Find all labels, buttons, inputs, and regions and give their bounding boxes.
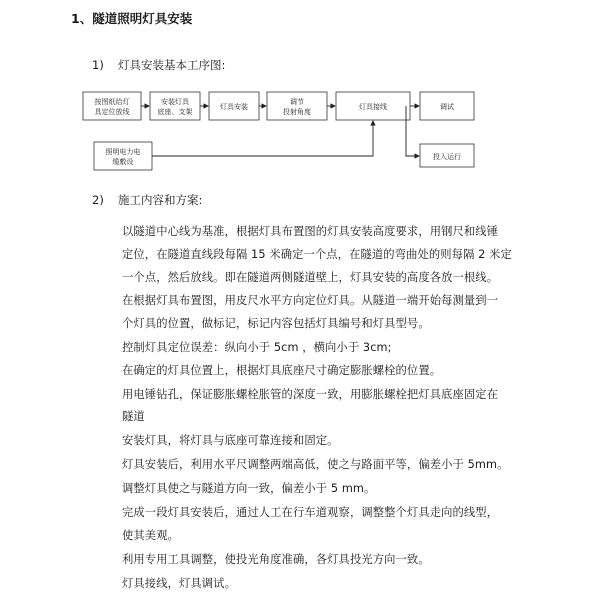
- process-flow-diagram: [0, 0, 600, 175]
- body-line: 灯具安装后，利用水平尺调整两端高低，使之与路面平等，偏差小于 5mm。: [122, 458, 509, 471]
- subheading-text: 灯具安装基本工序图:: [118, 58, 226, 72]
- body-line: 完成一段灯具安装后，通过人工在行车道观察，调整整个灯具走向的线型，: [122, 506, 499, 519]
- flow-step-8-line1: 照明电力电: [105, 148, 141, 156]
- flow-step-1-line2: 具定位放线: [94, 108, 130, 116]
- body-line: 控制灯具定位误差：纵向小于 5cm ，横向小于 3cm;: [122, 341, 392, 354]
- body-line: 调整灯具使之与隧道方向一致，偏差小于 5 mm。: [122, 482, 376, 495]
- flow-step-2-line2: 底座、支架: [157, 108, 193, 116]
- subheading-number: 1): [92, 58, 104, 72]
- flow-step-1-line1: 按图纸给灯: [94, 98, 130, 106]
- body-line: 灯具接线，灯具调试。: [122, 577, 236, 590]
- flow-step-7-label: 投入运行: [433, 153, 461, 161]
- flow-step-4-line1: 调节: [290, 98, 304, 106]
- body-line: 在确定的灯具位置上，根据灯具底座尺寸确定膨胀螺栓的位置。: [122, 364, 442, 377]
- body-line: 个灯具的位置，做标记，标记内容包括灯具编号和灯具型号。: [122, 317, 430, 330]
- subheading-construction-plan: [92, 192, 202, 208]
- body-line: 使其美观。: [122, 529, 179, 542]
- body-line: 利用专用工具调整，使投光角度准确，各灯具投光方向一致。: [122, 553, 430, 566]
- body-line: 一个点，然后放线。即在隧道两侧隧道壁上，灯具安装的高度各放一根线。: [122, 271, 499, 284]
- body-line: 定位，在隧道直线段每隔 15 米确定一个点，在隧道的弯曲处的则每隔 2 米定: [122, 248, 512, 261]
- flow-step-2-line1: 安装灯具: [161, 98, 189, 106]
- subheading-text: 施工内容和方案:: [118, 193, 203, 207]
- flow-step-3-label: 灯具安装: [220, 103, 248, 111]
- body-line: 在根据灯具布置图，用皮尺水平方向定位灯具。从隧道一端开始每测量到一: [122, 294, 499, 307]
- flow-step-8-line2: 缆敷设: [112, 158, 134, 166]
- flow-step-5-label: 灯具接线: [359, 103, 387, 111]
- body-line: 用电锤钻孔，保证膨胀螺栓胀管的深度一致，用膨胀螺栓把灯具底座固定在: [122, 388, 499, 401]
- body-line: 以隧道中心线为基准，根据灯具布置图的灯具安装高度要求，用钢尺和线锤: [122, 225, 499, 238]
- flow-step-4-line2: 投射角度: [283, 108, 311, 116]
- subheading-number: 2): [92, 193, 104, 207]
- flow-step-6-label: 调试: [440, 103, 454, 111]
- flow-arrow: [152, 121, 373, 156]
- section-title: 1、隧道照明灯具安装: [71, 11, 193, 26]
- body-line: 安装灯具，将灯具与底座可靠连接和固定。: [122, 434, 339, 447]
- body-line: 隧道: [122, 410, 145, 423]
